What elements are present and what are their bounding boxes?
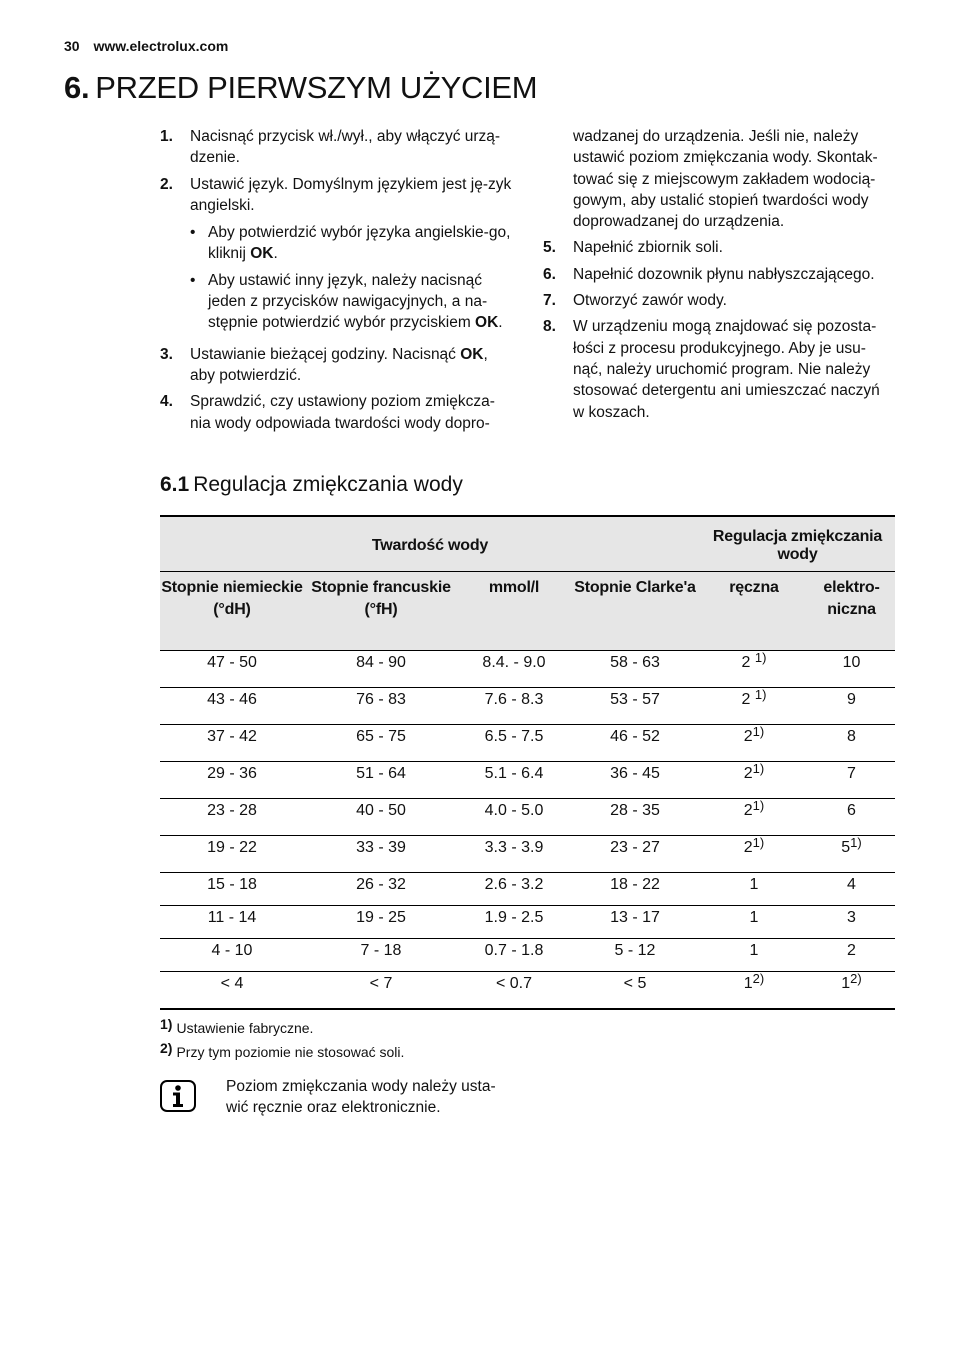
cell-value: 4 [847,875,856,893]
step-text: Napełnić zbiornik soli. [573,239,723,257]
column-header: Stopnie francuskie (°fH) [304,571,458,650]
cell-value: 1 [743,974,753,992]
mmol-cell: 3.3 - 3.9 [458,835,570,872]
mmol-cell: 0.7 - 1.8 [458,938,570,971]
footnote-text: Ustawienie fabryczne. [176,1020,314,1036]
footnote-ref: 2) [752,970,765,986]
step-text: Ustawianie bieżącej godziny. Nacisnąć [190,345,461,363]
manual-cell [700,835,808,872]
header-softener-adjustment: Regulacja zmiękczania wody [700,516,895,571]
info-note: Poziom zmiękczania wody należy usta-wić ręcznie oraz elektronicznie. [226,1078,496,1117]
cell-value: 6 [847,801,856,819]
mmol-cell: 5.1 - 6.4 [458,761,570,798]
step-number: 6. [543,265,556,283]
manual-cell [700,905,808,938]
section-title-text: PRZED PIERWSZYM UŻYCIEM [95,70,538,105]
manual-cell [700,724,808,761]
footnote-ref: 2) [850,970,862,986]
subsection-title [160,473,463,497]
step-text: Nacisnąć przycisk wł./wył., aby włączyć urzą-dzenie. [190,128,501,167]
ok-key-label: OK [250,245,274,263]
step-text: Sprawdzić, czy ustawiony poziom zmiękcza-nia wody odpowiada twardości wody dopro- [190,393,495,432]
page-number: 30 [64,38,80,54]
table-body [160,650,895,1009]
dh-cell: 19 - 22 [160,835,304,872]
dh-cell: 37 - 42 [160,724,304,761]
dh-cell: 29 - 36 [160,761,304,798]
table-row [160,905,895,938]
step-4 [160,391,512,434]
manual-cell [700,798,808,835]
cell-value: 1 [749,908,759,926]
ok-key-label: OK [460,345,484,363]
clarke-cell: 46 - 52 [570,724,700,761]
subsection-title-text: Regulacja zmiękczania wody [193,473,463,496]
clarke-cell: 36 - 45 [570,761,700,798]
fh-cell: < 7 [304,971,458,1009]
steps-right-column [543,126,895,428]
table-row [160,650,895,687]
step-text: W urządzeniu mogą znajdować się pozosta-łości z procesu produkcyjnego. Aby je usu-nąć, należy uruchomić program. Nie należy stosować detergentu ani umieszczać naczyń w koszach. [573,318,880,421]
dh-cell: 43 - 46 [160,687,304,724]
table-row [160,872,895,905]
list-item: • Aby potwierdzić wybór języka angielskie-go, kliknij OK. [190,224,511,263]
footnote-ref: 1) [752,723,765,739]
fh-cell: 33 - 39 [304,835,458,872]
fh-cell: 51 - 64 [304,761,458,798]
website-url: www.electrolux.com [93,38,229,54]
step-number: 3. [160,345,173,363]
cell-value: 2 [741,690,755,708]
footnotes [160,1016,405,1068]
clarke-cell: 23 - 27 [570,835,700,872]
clarke-cell: 58 - 63 [570,650,700,687]
fh-cell: 84 - 90 [304,650,458,687]
cell-value: 2 [847,941,856,959]
table-row [160,761,895,798]
steps-left-column [160,126,512,439]
step-1 [160,126,512,169]
step-number: 7. [543,292,556,310]
step-7 [543,290,895,311]
electronic-cell [808,872,895,905]
mmol-cell: 2.6 - 3.2 [458,872,570,905]
electronic-cell [808,971,895,1009]
step-3: 3. Ustawianie bieżącej godziny. Nacisnąć OK, aby potwierdzić. [160,344,512,387]
cell-value: 8 [847,727,856,745]
table-row [160,798,895,835]
table-row [160,724,895,761]
step-text: Napełnić dozownik płynu nabłyszczającego. [573,265,875,283]
footnote [160,1040,405,1060]
cell-value: 2 [743,838,753,856]
step-number: 5. [543,239,556,257]
cell-value: 2 [743,801,753,819]
step-number: 2. [160,175,173,193]
fh-cell: 19 - 25 [304,905,458,938]
table-row [160,971,895,1009]
electronic-cell [808,798,895,835]
electronic-cell [808,724,895,761]
manual-cell [700,872,808,905]
table-row [160,687,895,724]
dh-cell: 23 - 28 [160,798,304,835]
cell-value: 1 [749,941,759,959]
footnote-ref: 1) [752,834,765,850]
table-row [160,835,895,872]
step-8 [543,316,895,422]
column-header: mmol/l [458,571,570,650]
water-hardness-table [160,515,895,1010]
electronic-cell [808,835,895,872]
electronic-cell [808,687,895,724]
manual-cell [700,687,808,724]
column-header: elektro-niczna [808,571,895,650]
clarke-cell: 5 - 12 [570,938,700,971]
footnote-ref: 1) [754,649,767,665]
mmol-cell: < 0.7 [458,971,570,1009]
step-number: 1. [160,128,173,145]
footnote-ref: 1) [754,686,767,702]
step-4-continuation: wadzanej do urządzenia. Jeśli nie, należy ustawić poziom zmiękczania wody. Skontak-tować się z miejscowym zakładem wodocią-gowym, aby ustalić stopień twardości wody doprowadzanej do urządzenia. [573,128,878,231]
cell-value: 1 [749,875,759,893]
mmol-cell: 8.4. - 9.0 [458,650,570,687]
cell-value: 5 [841,838,851,856]
clarke-cell: < 5 [570,971,700,1009]
footnote-ref: 1) [752,760,765,776]
step-6 [543,264,895,285]
footnote-mark: 1) [160,1016,173,1032]
column-header: Stopnie Clarke'a [570,571,700,650]
cell-value: 3 [847,908,856,926]
mmol-cell: 6.5 - 7.5 [458,724,570,761]
table-row [160,938,895,971]
footnote [160,1016,404,1036]
header-water-hardness: Twardość wody [160,516,700,571]
electronic-cell [808,650,895,687]
step-text: Otworzyć zawór wody. [573,292,727,310]
footnote-ref: 1) [850,834,862,850]
step-2 [160,174,512,339]
fh-cell: 26 - 32 [304,872,458,905]
dh-cell: 11 - 14 [160,905,304,938]
column-header: Stopnie niemieckie (°dH) [160,571,304,650]
column-header: ręczna [700,571,808,650]
manual-cell [700,650,808,687]
manual-cell [700,938,808,971]
bullet-text: Aby ustawić inny język, należy nacisnąć jeden z przycisków nawigacyjnych, a na-stępnie potwierdzić wybór przyciskiem [208,271,488,332]
step-5 [543,237,895,258]
fh-cell: 7 - 18 [304,938,458,971]
manual-cell [700,971,808,1009]
step-number: 8. [543,318,556,336]
list-item: • Aby ustawić inny język, należy nacisnąć jeden z przycisków nawigacyjnych, a na-stępnie potwierdzić wybór przyciskiem OK. [190,271,503,332]
subsection-number: 6.1 [160,473,190,496]
manual-cell [700,761,808,798]
cell-value: 7 [847,764,856,782]
section-title [64,70,537,106]
dh-cell: 4 - 10 [160,938,304,971]
electronic-cell [808,761,895,798]
step-number: 4. [160,393,173,411]
cell-value: 2 [743,727,753,745]
mmol-cell: 4.0 - 5.0 [458,798,570,835]
clarke-cell: 13 - 17 [570,905,700,938]
footnote-ref: 1) [752,797,765,813]
ok-key-label: OK [475,314,499,332]
cell-value: 10 [842,653,861,671]
fh-cell: 40 - 50 [304,798,458,835]
dh-cell: 47 - 50 [160,650,304,687]
page-header [64,38,228,54]
clarke-cell: 28 - 35 [570,798,700,835]
cell-value: 2 [741,653,755,671]
electronic-cell [808,905,895,938]
clarke-cell: 18 - 22 [570,872,700,905]
electronic-cell [808,938,895,971]
footnote-mark: 2) [160,1040,173,1056]
dh-cell: 15 - 18 [160,872,304,905]
mmol-cell: 7.6 - 8.3 [458,687,570,724]
cell-value: 2 [743,764,753,782]
footnote-text: Przy tym poziomie nie stosować soli. [176,1044,405,1060]
dh-cell: < 4 [160,971,304,1009]
bullet-text: Aby potwierdzić wybór języka angielskie-go, kliknij [208,224,511,263]
mmol-cell: 1.9 - 2.5 [458,905,570,938]
info-icon [160,1080,196,1112]
cell-value: 1 [841,974,851,992]
step-2-bullets [190,222,512,333]
section-number: 6. [64,70,90,105]
step-text: Ustawić język. Domyślnym językiem jest ję-zyk angielski. [190,175,512,214]
clarke-cell: 53 - 57 [570,687,700,724]
fh-cell: 65 - 75 [304,724,458,761]
fh-cell: 76 - 83 [304,687,458,724]
cell-value: 9 [847,690,856,708]
